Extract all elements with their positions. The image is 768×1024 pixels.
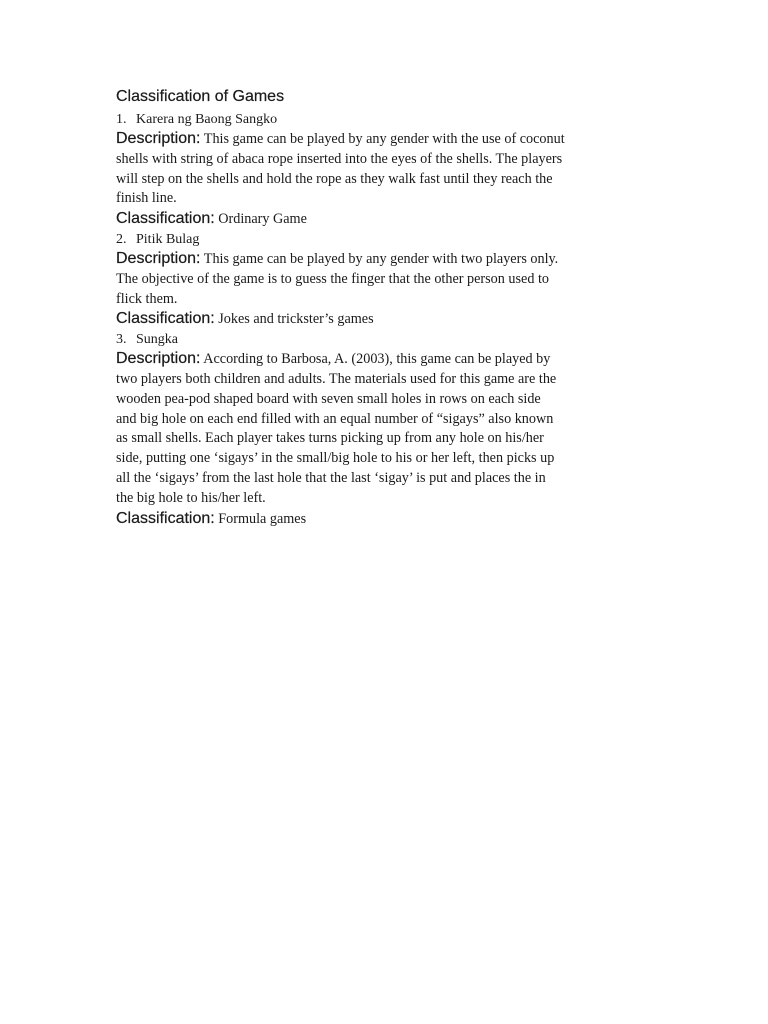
game-number: 3. [116,332,127,348]
game-number: 1. [116,112,127,127]
description-line: all the ‘sigays’ from the last hole that the last ‘sigay’ is put and places the in [116,469,546,486]
description-line: This game can be played by any gender with the use of coconut [203,131,565,147]
game-title: Karera ng Baong Sangko [136,112,278,127]
description-line: wooden pea-pod shaped board with seven small holes in rows on each side [116,390,541,407]
classification-label: Classification: [116,310,215,328]
classification-value: Jokes and trickster’s games [218,311,374,328]
game-number: 2. [116,231,127,247]
game-item-2-description [116,249,656,309]
description-label: Description: [116,350,201,368]
game-item-2-name [116,230,656,249]
description-line: and big hole on each end filled with an equal number of “sigays” also known [116,410,554,427]
game-item-2-classification [116,309,656,330]
classification-label: Classification: [116,210,215,228]
game-title: Pitik Bulag [136,231,200,247]
description-line: The objective of the game is to guess the finger that the other person used to [116,270,549,287]
description-line: finish line. [116,190,177,207]
description-line: two players both children and adults. The materials used for this game are the [116,370,557,387]
description-line: flick them. [116,290,178,307]
classification-label: Classification: [116,509,215,527]
description-label: Description: [116,249,201,267]
game-title: Sungka [136,332,178,348]
game-item-3-description [116,349,656,508]
description-line: the big hole to his/her left. [116,489,266,506]
document-title: Classification of Games [116,88,285,105]
classification-value: Ordinary Game [218,211,307,228]
description-line: shells with string of abaca rope inserted into the eyes of the shells. The players [116,150,563,167]
description-line: According to Barbosa, A. (2003), this game can be played by [203,351,551,368]
description-line: as small shells. Each player takes turns picking up from any hole on his/her [116,430,544,447]
game-item-1-description [116,129,656,209]
game-item-3-classification [116,509,656,530]
description-label: Description: [116,130,201,147]
game-item-3-name [116,330,656,349]
classification-value: Formula games [218,510,307,527]
game-item-1-classification [116,209,656,230]
document-page [116,86,656,529]
description-line: side, putting one ‘sigays’ in the small/big hole to his or her left, then picks up [116,450,555,467]
description-line: This game can be played by any gender with two players only. [203,250,559,267]
game-item-1-name [116,110,656,129]
description-line: will step on the shells and hold the rope as they walk fast until they reach the [116,170,553,187]
